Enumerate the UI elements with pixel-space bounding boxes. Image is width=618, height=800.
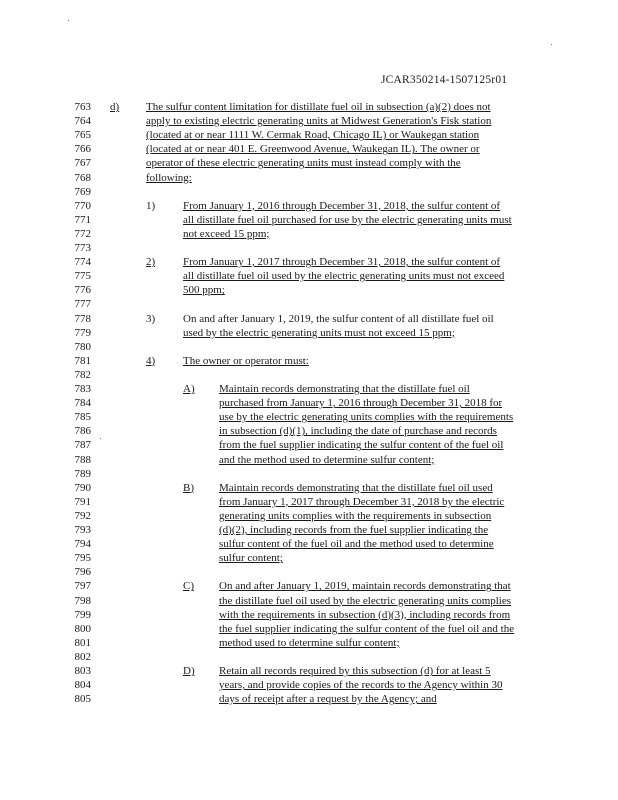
- subitem-text-line: sulfur content;: [219, 552, 283, 565]
- section-text-line: (located at or near 1111 W. Cermak Road, Chicago IL) or Waukegan station: [146, 129, 480, 142]
- line-number: 771: [74, 213, 91, 226]
- section-text-line: (located at or near 401 E. Greenwood Avenue, Waukegan IL). The owner or: [146, 143, 480, 156]
- item-text-line: all distillate fuel oil purchased for use by the electric generating units must: [183, 213, 512, 226]
- line-number: 781: [74, 354, 91, 367]
- subitem-text-line: Retain all records required by this subsection (d) for at least 5: [219, 665, 491, 677]
- item-text-line: used by the electric generating units must not exceed 15 ppm;: [183, 326, 455, 339]
- line-number: 777: [74, 298, 91, 311]
- line-number: 774: [74, 256, 91, 269]
- subitem-text-line: the fuel supplier indicating the sulfur content of the fuel oil and the: [219, 622, 515, 635]
- line-number: 794: [74, 538, 91, 551]
- line-number: 803: [74, 665, 91, 677]
- item-text-line: From January 1, 2017 through December 31, 2018, the sulfur content of: [183, 256, 501, 269]
- section-label: d): [110, 101, 120, 113]
- section-text-line: operator of these electric generating units must instead comply with the: [146, 157, 461, 170]
- document-code-header: JCAR350214-1507125r01: [381, 74, 508, 86]
- line-number: 778: [74, 312, 91, 325]
- line-number: 790: [74, 481, 91, 494]
- subitem-text-line: generating units complies with the requirements in subsection: [219, 509, 492, 522]
- item-text-line: On and after January 1, 2019, the sulfur content of all distillate fuel oil: [183, 312, 494, 325]
- section-text-line: following:: [146, 171, 192, 184]
- line-number: 789: [74, 467, 91, 480]
- line-number: 793: [74, 524, 91, 536]
- subitem-label: D): [183, 665, 195, 677]
- subitem-text-line: Maintain records demonstrating that the distillate fuel oil: [219, 383, 470, 395]
- line-number: 798: [74, 594, 91, 607]
- section-text-line: apply to existing electric generating units at Midwest Generation's Fisk station: [146, 115, 492, 128]
- line-number: 779: [74, 326, 91, 339]
- line-number: 784: [74, 397, 91, 410]
- line-number: 804: [74, 679, 91, 692]
- line-number: 773: [74, 242, 91, 254]
- subitem-text-line: use by the electric generating units complies with the requirements: [219, 411, 514, 424]
- line-number: 766: [74, 143, 91, 156]
- subitem-text-line: Maintain records demonstrating that the distillate fuel oil used: [219, 481, 493, 494]
- subitem-text-line: On and after January 1, 2019, maintain records demonstrating that: [219, 580, 511, 593]
- scan-speck: [100, 438, 101, 439]
- subitem-label: A): [183, 383, 195, 395]
- line-number: 805: [74, 693, 91, 706]
- item-text-line: not exceed 15 ppm;: [183, 227, 270, 240]
- subitem-text-line: in subsection (d)(1), including the date of purchase and records: [219, 425, 497, 438]
- item-label: 2): [146, 256, 156, 269]
- scan-speck: [68, 20, 69, 21]
- subitem-text-line: from January 1, 2017 through December 31, 2018 by the electric: [219, 495, 505, 508]
- item-label: 4): [146, 354, 156, 367]
- subitem-text-line: method used to determine sulfur content;: [219, 636, 400, 649]
- line-number: 802: [74, 650, 91, 663]
- section-text-line: The sulfur content limitation for distillate fuel oil in subsection (a)(2) does not: [146, 101, 491, 113]
- line-number: 796: [74, 566, 91, 579]
- item-label: 1): [146, 199, 156, 212]
- line-number: 765: [74, 129, 91, 142]
- subitem-text-line: the distillate fuel oil used by the electric generating units complies: [219, 594, 512, 607]
- line-number: 801: [74, 636, 91, 649]
- subitem-text-line: and the method used to determine sulfur content;: [219, 453, 435, 466]
- item-label: 3): [146, 312, 156, 325]
- subitem-label: B): [183, 481, 194, 494]
- line-number: 776: [74, 284, 91, 297]
- subitem-text-line: purchased from January 1, 2016 through December 31, 2018 for: [219, 397, 503, 410]
- line-number: 763: [74, 101, 91, 113]
- line-number: 769: [74, 185, 91, 198]
- line-number: 770: [74, 199, 91, 212]
- line-number: 786: [74, 425, 91, 438]
- item-text-line: all distillate fuel oil used by the electric generating units must not exceed: [183, 270, 505, 283]
- item-text-line: 500 ppm;: [183, 284, 225, 297]
- line-number: 775: [74, 270, 91, 283]
- line-number: 797: [74, 580, 91, 593]
- line-number: 788: [74, 453, 91, 466]
- line-number: 800: [74, 622, 91, 635]
- line-number: 782: [74, 368, 91, 381]
- line-number: 780: [74, 340, 91, 353]
- line-number: 795: [74, 552, 91, 565]
- subitem-text-line: sulfur content of the fuel oil and the method used to determine: [219, 538, 494, 551]
- line-number: 799: [74, 608, 91, 621]
- subitem-text-line: days of receipt after a request by the Agency; and: [219, 693, 437, 706]
- line-number: 768: [74, 171, 91, 184]
- subitem-text-line: years, and provide copies of the records to the Agency within 30: [219, 679, 503, 692]
- item-text-line: The owner or operator must:: [183, 354, 309, 367]
- subitem-text-line: from the fuel supplier indicating the sulfur content of the fuel oil: [219, 439, 504, 452]
- line-number: 767: [74, 157, 91, 170]
- subitem-text-line: (d)(2), including records from the fuel supplier indicating the: [219, 524, 489, 536]
- line-number: 791: [74, 495, 91, 508]
- line-number: 783: [74, 383, 91, 395]
- item-text-line: From January 1, 2016 through December 31, 2018, the sulfur content of: [183, 199, 501, 212]
- line-number: 764: [74, 115, 91, 128]
- scan-speck: [551, 44, 552, 45]
- line-number: 792: [74, 509, 91, 522]
- line-number: 772: [74, 227, 91, 240]
- line-number: 787: [74, 439, 91, 452]
- line-number: 785: [74, 411, 91, 424]
- subitem-text-line: with the requirements in subsection (d)(3), including records from: [219, 608, 511, 621]
- subitem-label: C): [183, 580, 194, 593]
